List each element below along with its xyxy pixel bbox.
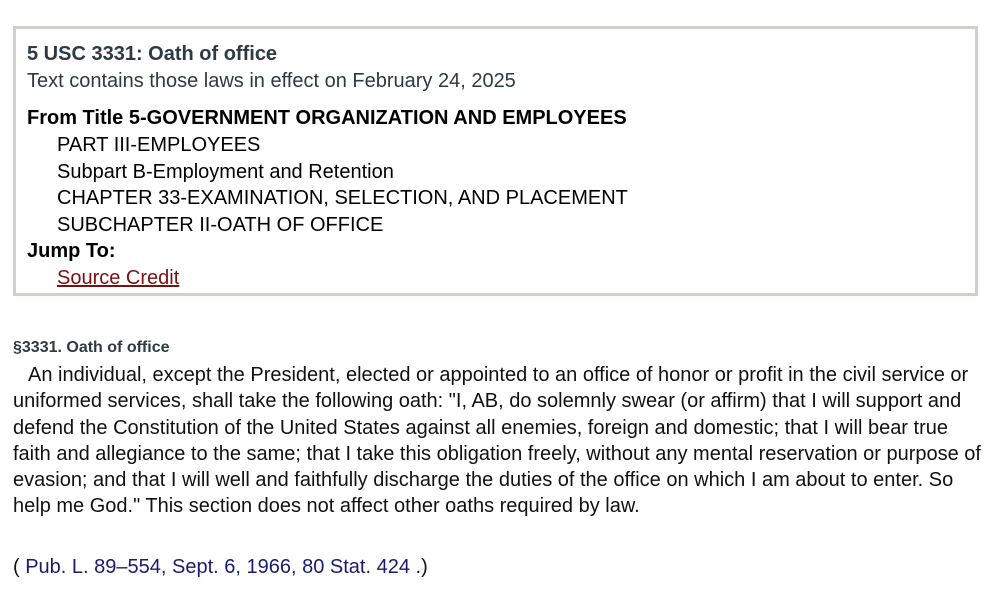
hierarchy-subchapter: SUBCHAPTER II-OATH OF OFFICE bbox=[57, 213, 384, 236]
source-credit-link[interactable]: Source Credit bbox=[57, 267, 180, 289]
jump-to-label: Jump To: bbox=[27, 240, 116, 262]
code-title: 5 USC 3331: Oath of office bbox=[27, 43, 278, 65]
from-title: From Title 5-GOVERNMENT ORGANIZATION AND EMPLOYEES bbox=[27, 107, 627, 129]
section-heading: §3331. Oath of office bbox=[13, 339, 170, 356]
hierarchy-chapter: CHAPTER 33-EXAMINATION, SELECTION, AND PLACEMENT bbox=[57, 187, 628, 209]
source-credit-close: .) bbox=[409, 556, 428, 578]
hierarchy-part: PART III-EMPLOYEES bbox=[57, 134, 261, 156]
document-header-box bbox=[13, 26, 978, 296]
source-credit bbox=[13, 554, 428, 580]
source-credit-open: ( bbox=[13, 556, 26, 578]
hierarchy-subpart: Subpart B-Employment and Retention bbox=[57, 160, 394, 183]
effective-date-text: Text contains those laws in effect on February 24, 2025 bbox=[27, 70, 516, 92]
public-law-citation-link[interactable]: Pub. L. 89–554, Sept. 6, 1966, 80 Stat. 424 bbox=[25, 556, 410, 578]
section-body-text: An individual, except the President, elected or appointed to an office of honor or profit in the civil service or uniformed services, shall take the following oath: "I, AB, do solemnly swear (or affirm) that I will support and defend the Constitution of the United States against all enemies, foreign and domestic; that I will bear true faith and allegiance to the same; that I take this obligation freely, without any mental reservation or purpose of evasion; and that I will well and faithfully discharge the duties of the office on which I am about to enter. So help me God." This section does not affect other oaths required by law. bbox=[13, 364, 981, 518]
